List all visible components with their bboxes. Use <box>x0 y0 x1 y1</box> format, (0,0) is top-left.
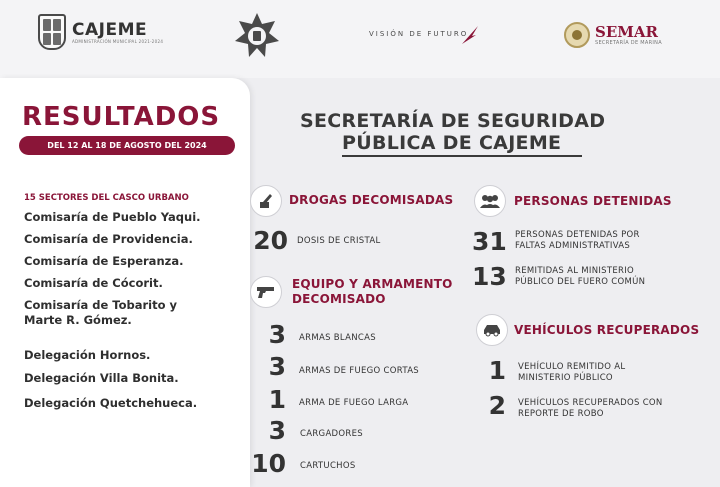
location-item: Delegación Hornos. <box>24 348 151 362</box>
semar-subtitle: SECRETARÍA DE MARINA <box>595 40 662 46</box>
vehicles-count: 2 <box>488 391 506 420</box>
vehicles-label <box>518 362 625 384</box>
equipment-count: 10 <box>251 449 286 478</box>
page-title-line1: SECRETARÍA DE SEGURIDAD <box>300 110 606 132</box>
equipment-title-line1: EQUIPO Y ARMAMENTO <box>292 277 453 291</box>
results-panel <box>0 78 250 487</box>
cajeme-logo <box>38 14 163 50</box>
semar-name: SEMAR <box>595 23 658 41</box>
equipment-label: ARMAS BLANCAS <box>299 333 376 343</box>
location-item: Comisaría de Tobarito y <box>24 298 178 312</box>
equipment-count: 3 <box>268 416 286 445</box>
equipment-title-line2: DECOMISADO <box>292 292 386 306</box>
page-title <box>300 110 605 157</box>
vision-futuro-arrow-icon <box>460 24 480 46</box>
vehicles-count: 1 <box>488 356 506 385</box>
drugs-icon <box>250 185 282 217</box>
detainees-label-line2: FALTAS ADMINISTRATIVAS <box>515 241 631 251</box>
equipment-label: ARMAS DE FUEGO CORTAS <box>299 366 419 376</box>
equipment-count: 3 <box>268 352 286 381</box>
vehicles-label-line2: REPORTE DE ROBO <box>518 409 604 419</box>
vision-futuro-text: VISIÓN DE FUTURO <box>369 30 469 38</box>
detainees-label-line1: PERSONAS DETENIDAS POR <box>515 230 640 240</box>
detainees-label-line1: REMITIDAS AL MINISTERIO <box>515 266 635 276</box>
detainees-label <box>515 230 640 252</box>
location-item: Comisaría de Cócorit. <box>24 276 163 290</box>
cajeme-shield-icon <box>38 14 66 50</box>
location-item: Comisaría de Pueblo Yaqui. <box>24 210 201 224</box>
equipment-label: CARGADORES <box>300 429 363 439</box>
car-icon <box>476 314 508 346</box>
drugs-section-title: DROGAS DECOMISADAS <box>289 193 454 207</box>
location-item: Delegación Villa Bonita. <box>24 371 179 385</box>
date-range-badge: DEL 12 AL 18 DE AGOSTO DEL 2024 <box>19 136 235 155</box>
detainees-count: 31 <box>472 227 507 256</box>
results-title: RESULTADOS <box>22 102 221 132</box>
cajeme-name: CAJEME <box>72 19 148 40</box>
police-badge-icon <box>234 12 280 58</box>
semar-logo <box>564 22 662 48</box>
equipment-label: CARTUCHOS <box>300 461 356 471</box>
detainees-count: 13 <box>472 262 507 291</box>
detainees-label-line2: PÚBLICO DEL FUERO COMÚN <box>515 277 646 287</box>
drugs-count: 20 <box>253 226 288 255</box>
sectors-heading: 15 SECTORES DEL CASCO URBANO <box>24 193 189 203</box>
location-item: Comisaría de Providencia. <box>24 232 193 246</box>
vehicles-label-line1: VEHÍCULO REMITIDO AL <box>518 362 626 372</box>
location-item: Delegación Quetchehueca. <box>24 396 198 410</box>
pistol-icon <box>250 276 282 308</box>
vehicles-section-title: VEHÍCULOS RECUPERADOS <box>514 323 700 337</box>
page-title-line2: PÚBLICA DE CAJEME <box>342 132 582 157</box>
vehicles-label-line1: VEHÍCULOS RECUPERADOS CON <box>518 398 663 408</box>
cajeme-subtitle: ADMINISTRACIÓN MUNICIPAL 2021-2024 <box>72 38 164 44</box>
equipment-count: 3 <box>268 320 286 349</box>
header-bar <box>0 0 720 78</box>
equipment-count: 1 <box>268 385 286 414</box>
people-group-icon <box>474 185 506 217</box>
semar-seal-icon <box>564 22 590 48</box>
drugs-label: DOSIS DE CRISTAL <box>297 236 381 246</box>
detainees-label <box>515 266 645 288</box>
vehicles-label <box>518 398 663 420</box>
location-item: Marte R. Gómez. <box>24 313 132 327</box>
location-item: Comisaría de Esperanza. <box>24 254 184 268</box>
equipment-section-title <box>292 277 453 307</box>
equipment-label: ARMA DE FUEGO LARGA <box>299 398 409 408</box>
detainees-section-title: PERSONAS DETENIDAS <box>514 194 672 208</box>
vehicles-label-line2: MINISTERIO PÚBLICO <box>518 373 613 383</box>
